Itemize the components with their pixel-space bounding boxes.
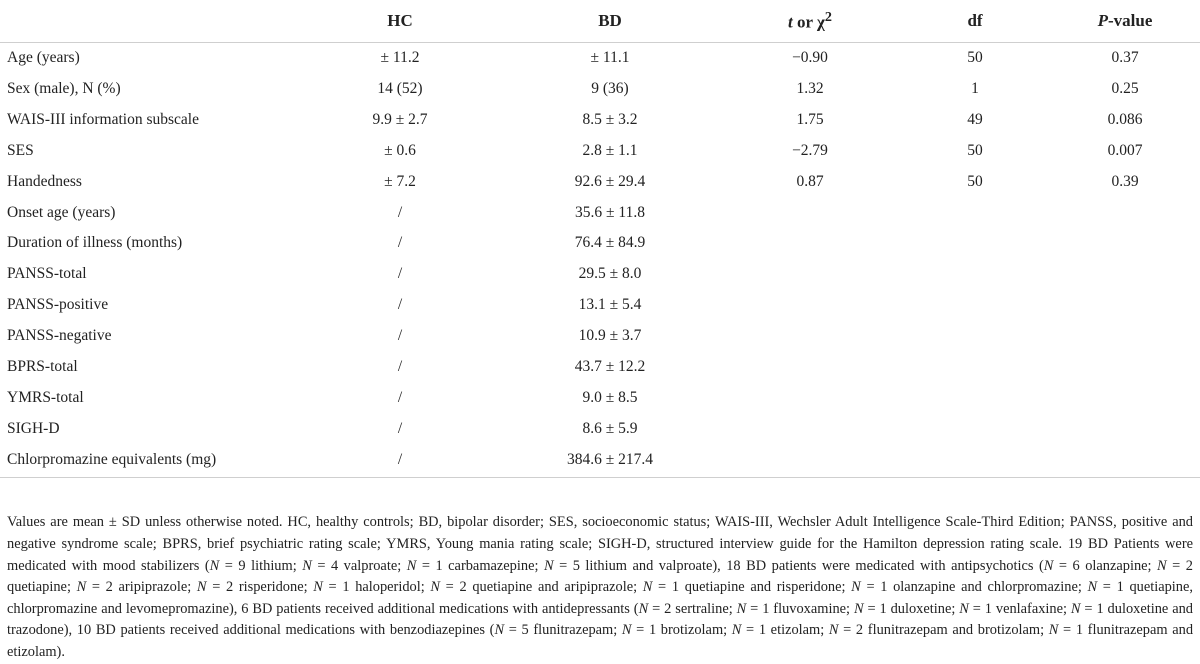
table-row — [0, 444, 1200, 478]
header-row — [0, 0, 1200, 43]
header-hc: HC — [300, 0, 500, 43]
cell-p-value — [1050, 290, 1200, 321]
cell-hc: / — [397, 265, 403, 283]
footnote-text: = 1 brotizolam; — [631, 622, 732, 639]
footnote-italic-n: N — [851, 579, 861, 596]
cell-bd: 8.6 ± 5.9 — [582, 419, 638, 437]
footnote-italic-n: N — [959, 600, 969, 617]
footnote-text: = 1 duloxetine; — [863, 600, 960, 617]
cell-hc: / — [397, 357, 403, 375]
cell-label: SIGH-D — [7, 419, 60, 437]
footnote-text: = 1 etizolam; — [741, 622, 829, 639]
cell-df — [900, 413, 1050, 444]
cell-df — [900, 351, 1050, 382]
cell-df: 50 — [967, 172, 983, 190]
footnote-text: = 2 aripiprazole; — [86, 579, 197, 596]
table-row — [0, 290, 1200, 321]
cell-p-value: 0.007 — [1107, 141, 1143, 159]
table-footnote — [7, 512, 1193, 663]
table-row — [0, 74, 1200, 105]
cell-df — [900, 259, 1050, 290]
cell-label: Onset age (years) — [7, 203, 116, 221]
cell-bd: 9 (36) — [591, 80, 629, 98]
cell-bd: 35.6 ± 11.8 — [575, 203, 645, 221]
footnote-italic-n: N — [1157, 557, 1167, 574]
table-row — [0, 136, 1200, 167]
table-row — [0, 197, 1200, 228]
cell-statistic — [720, 259, 900, 290]
cell-hc: / — [397, 296, 403, 314]
footnote-italic-n: N — [1043, 557, 1054, 574]
footnote-italic-n: N — [1070, 600, 1081, 617]
table-row — [0, 351, 1200, 382]
cell-p-value: 0.25 — [1111, 80, 1139, 98]
cell-p-value — [1050, 228, 1200, 259]
footnote-text: = 2 risperidone; — [206, 579, 314, 596]
header-empty-cell — [0, 0, 300, 43]
cell-label: YMRS-total — [7, 388, 84, 406]
table-row — [0, 321, 1200, 352]
cell-bd: 2.8 ± 1.1 — [582, 141, 638, 159]
cell-df — [900, 228, 1050, 259]
cell-p-value — [1050, 382, 1200, 413]
cell-p-value — [1050, 259, 1200, 290]
cell-df: 1 — [971, 80, 979, 98]
cell-statistic: 1.32 — [796, 80, 824, 98]
table-row — [0, 259, 1200, 290]
footnote-italic-n: N — [621, 622, 632, 639]
header-statistic-text: or χ — [792, 12, 825, 32]
cell-statistic — [720, 382, 900, 413]
cell-hc: / — [397, 388, 403, 406]
footnote-italic-n: N — [302, 557, 312, 574]
header-statistic-italic: t — [788, 12, 793, 32]
footnote-text: = 6 olanzapine; — [1053, 557, 1158, 574]
cell-p-value — [1050, 351, 1200, 382]
table-row — [0, 105, 1200, 136]
footnote-text: = 2 quetiapine; — [7, 557, 1193, 596]
cell-df: 50 — [967, 141, 983, 159]
cell-hc: ± 0.6 — [384, 141, 416, 159]
table-row — [0, 382, 1200, 413]
cell-label: PANSS-negative — [7, 327, 112, 345]
cell-bd: 10.9 ± 3.7 — [578, 327, 642, 345]
cell-statistic — [720, 413, 900, 444]
footnote-italic-n: N — [406, 557, 417, 574]
cell-df — [900, 290, 1050, 321]
footnote-italic-n: N — [494, 622, 505, 639]
cell-statistic — [720, 290, 900, 321]
header-statistic-superscript: 2 — [824, 9, 832, 26]
cell-df — [900, 382, 1050, 413]
footnote-text: = 1 fluvoxamine; — [746, 600, 854, 617]
footnote-text: Values are mean ± SD unless otherwise noted. HC, healthy controls; BD, bipolar disorder; SES, socioeconomic status; WAIS-III, Wechsler Adult Intelligence Scale-Third Edition; PANSS, positive and negative syndrome scale; BPRS, brief psychiatric rating scale; YMRS, Young mania rating scale; SIGH-D, structured interview guide for the Hamilton depression rating scale. 19 BD Patients were medicated with mood stabilizers ( — [7, 514, 1193, 574]
footnote-text: = 1 venlafaxine; — [968, 600, 1071, 617]
cell-statistic: −2.79 — [792, 141, 828, 159]
cell-p-value: 0.37 — [1111, 49, 1139, 67]
cell-df — [900, 444, 1050, 478]
cell-label: PANSS-total — [7, 265, 87, 283]
footnote-italic-n: N — [853, 600, 864, 617]
footnote-text: = 5 flunitrazepam; — [504, 622, 622, 639]
footnote-text: = 9 lithium; — [219, 557, 303, 574]
cell-bd: 76.4 ± 84.9 — [574, 234, 646, 252]
cell-p-value: 0.086 — [1107, 111, 1143, 129]
cell-df — [900, 197, 1050, 228]
footnote-text: = 4 valproate; — [311, 557, 407, 574]
footnote-text: = 5 lithium and valproate), 18 BD patients were medicated with antipsychotics ( — [553, 557, 1044, 574]
footnote-italic-n: N — [1048, 622, 1059, 639]
table-row — [0, 166, 1200, 197]
cell-df: 50 — [967, 49, 983, 67]
cell-bd: 92.6 ± 29.4 — [574, 172, 646, 190]
footnote-text: = 1 haloperidol; — [322, 579, 431, 596]
footnote-italic-n: N — [430, 579, 441, 596]
cell-statistic — [720, 444, 900, 478]
cell-bd: 8.5 ± 3.2 — [582, 111, 638, 129]
footnote-text: = 2 flunitrazepam and brotizolam; — [838, 622, 1049, 639]
cell-df — [900, 321, 1050, 352]
table-row — [0, 43, 1200, 74]
cell-statistic: 0.87 — [796, 172, 824, 190]
cell-label: Sex (male), N (%) — [7, 80, 121, 98]
footnote-italic-n: N — [642, 579, 653, 596]
header-bd: BD — [500, 0, 720, 43]
cell-hc: ± 7.2 — [384, 172, 416, 190]
cell-bd: ± 11.1 — [590, 49, 630, 67]
table-row — [0, 413, 1200, 444]
cell-hc: / — [397, 419, 403, 437]
table-body — [0, 43, 1200, 478]
footnote-italic-n: N — [731, 622, 742, 639]
cell-bd: 9.0 ± 8.5 — [582, 388, 638, 406]
footnote-italic-n: N — [638, 600, 649, 617]
footnote-text: = 1 duloxetine and trazodone), 10 BD patients received additional medications with benzodiazepines ( — [7, 600, 1193, 639]
cell-hc: / — [397, 203, 403, 221]
cell-hc: / — [300, 444, 500, 478]
footnote-italic-n: N — [736, 600, 747, 617]
cell-label: BPRS-total — [7, 357, 78, 375]
header-p-italic: P — [1097, 11, 1108, 30]
cell-hc: / — [397, 327, 403, 345]
cell-hc: / — [397, 234, 403, 252]
cell-p-value — [1050, 413, 1200, 444]
cell-hc: 9.9 ± 2.7 — [372, 111, 428, 129]
cell-statistic — [720, 197, 900, 228]
footnote-text: = 1 olanzapine and chlorpromazine; — [860, 579, 1088, 596]
cell-label: Chlorpromazine equivalents (mg) — [0, 444, 300, 478]
cell-p-value — [1050, 197, 1200, 228]
cell-bd: 384.6 ± 217.4 — [500, 444, 720, 478]
cell-statistic — [720, 228, 900, 259]
cell-label: Age (years) — [7, 49, 80, 67]
cell-statistic — [720, 351, 900, 382]
cell-statistic — [720, 321, 900, 352]
cell-p-value — [1050, 444, 1200, 478]
cell-label: WAIS-III information subscale — [7, 111, 199, 129]
header-p-value — [1050, 0, 1200, 43]
footnote-text: = 1 quetiapine, chlorpromazine and levomepromazine), 6 BD patients received additional medications with antidepressants ( — [7, 579, 1193, 617]
cell-bd: 29.5 ± 8.0 — [578, 265, 642, 283]
cell-label: SES — [7, 141, 34, 159]
header-p-text: -value — [1108, 11, 1153, 30]
cell-p-value: 0.39 — [1111, 172, 1139, 190]
cell-bd: 43.7 ± 12.2 — [574, 357, 646, 375]
header-statistic — [720, 0, 900, 43]
header-df: df — [900, 0, 1050, 43]
cell-statistic: 1.75 — [796, 111, 824, 129]
footnote-text: = 1 carbamazepine; — [416, 557, 544, 574]
cell-hc: 14 (52) — [377, 80, 423, 98]
footnote-italic-n: N — [313, 579, 323, 596]
cell-label: PANSS-positive — [7, 296, 109, 314]
footnote-italic-n: N — [209, 557, 220, 574]
footnote-italic-n: N — [1087, 579, 1098, 596]
footnote-italic-n: N — [828, 622, 839, 639]
cell-label: Duration of illness (months) — [7, 234, 183, 252]
footnote-text: = 1 quetiapine and risperidone; — [652, 579, 852, 596]
cell-p-value — [1050, 321, 1200, 352]
footnote-italic-n: N — [76, 579, 87, 596]
cell-df: 49 — [967, 111, 983, 129]
footnote-text: = 2 sertraline; — [648, 600, 737, 617]
footnote-text: = 2 quetiapine and aripiprazole; — [440, 579, 643, 596]
footnote-italic-n: N — [196, 579, 207, 596]
cell-hc: ± 11.2 — [380, 49, 420, 67]
table-header — [0, 0, 1200, 43]
table-row — [0, 228, 1200, 259]
footnote-text: = 1 flunitrazepam and etizolam). — [7, 622, 1194, 660]
footnote-italic-n: N — [543, 557, 554, 574]
cell-bd: 13.1 ± 5.4 — [578, 296, 642, 314]
cell-label: Handedness — [7, 172, 82, 190]
cell-statistic: −0.90 — [792, 49, 828, 67]
